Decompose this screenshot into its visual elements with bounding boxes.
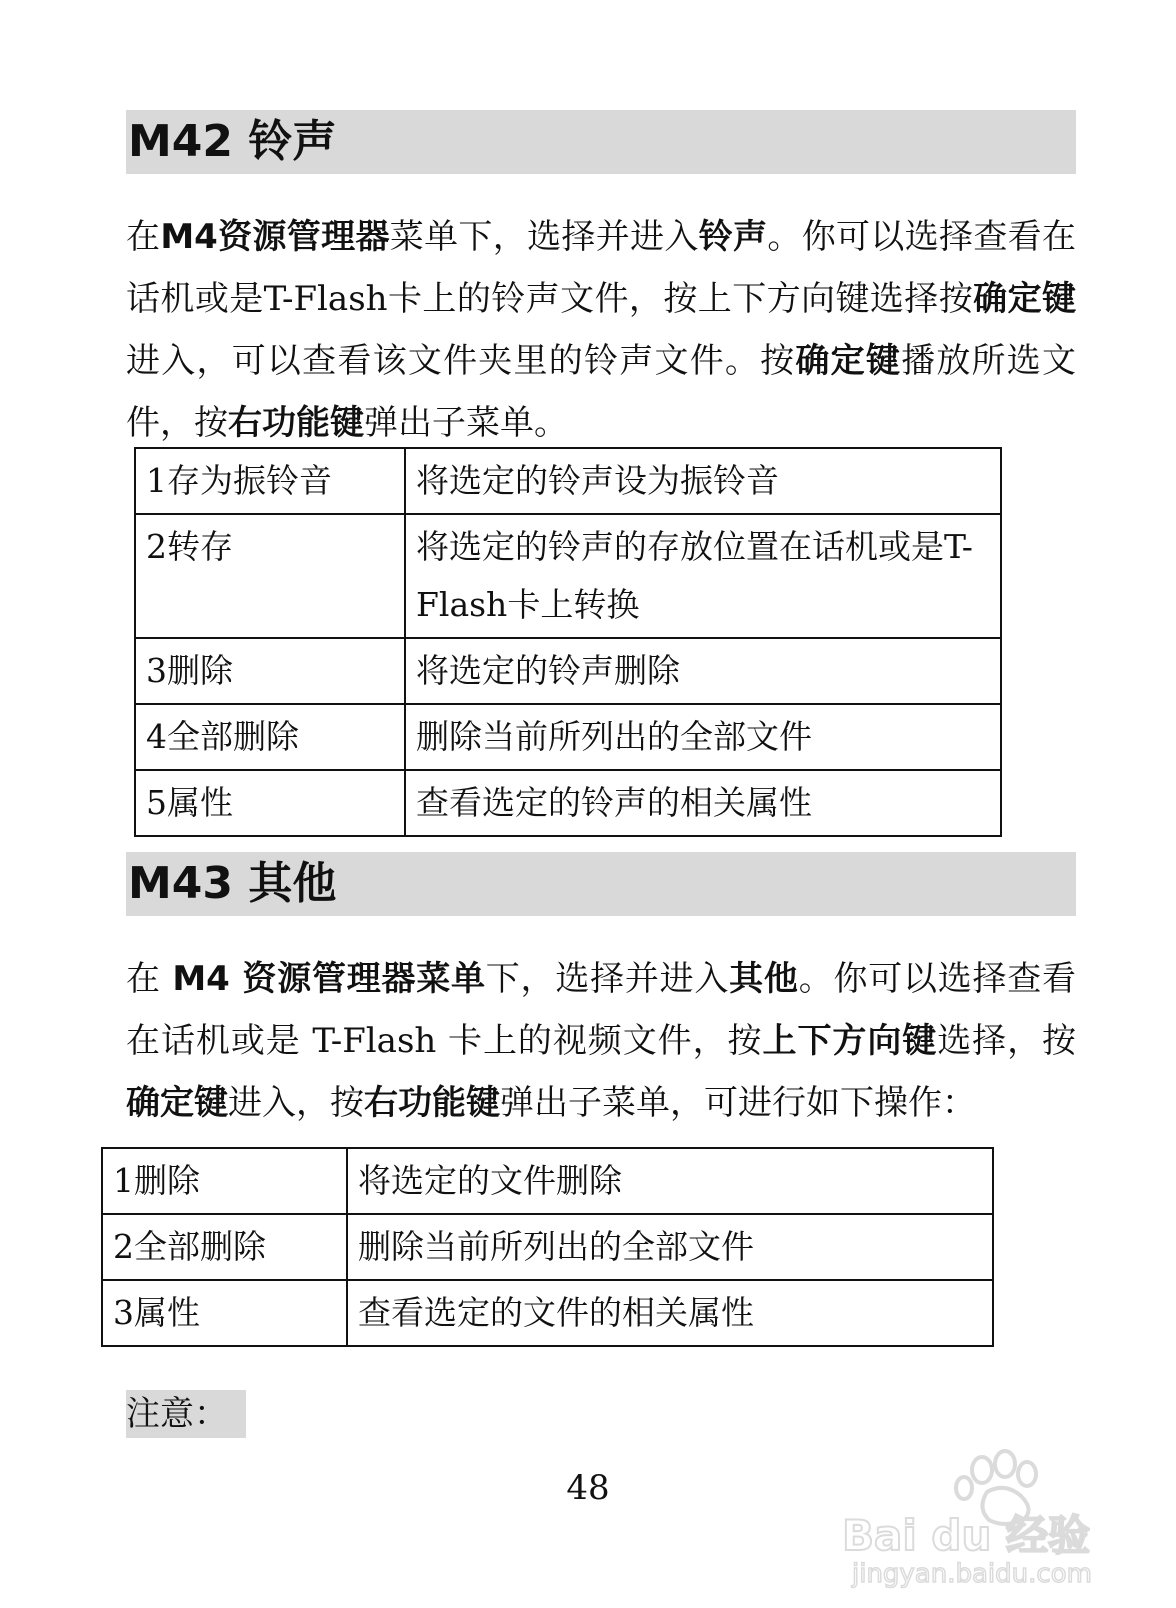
bold-term: 右功能键 — [228, 403, 364, 443]
text-run: 弹出子菜单。 — [364, 403, 568, 443]
option-name-cell: 2转存 — [135, 514, 405, 638]
m43-paragraph — [126, 948, 1076, 1134]
text-run: 。你可以选择查看在话机或是T-Flash卡上的铃声文件，按上下方向键选择按 — [126, 217, 1077, 319]
page-number: 48 — [566, 1468, 610, 1508]
bold-term: 确定键 — [126, 1083, 228, 1123]
option-name-cell: 2全部删除 — [102, 1214, 347, 1280]
option-description-cell: 将选定的文件删除 — [347, 1148, 993, 1214]
bold-term: 确定键 — [795, 341, 902, 381]
text-run: 播放所选文件，按 — [126, 341, 1077, 443]
text-run: 进入，按 — [228, 1083, 364, 1123]
table-row — [102, 1214, 993, 1280]
m42-options-table — [134, 447, 1002, 837]
option-name-cell: 3属性 — [102, 1280, 347, 1346]
bold-term: M4 资源管理器菜单 — [172, 959, 486, 999]
bold-term: 右功能键 — [364, 1083, 500, 1123]
bold-term: 其他 — [729, 959, 799, 999]
table-row — [135, 638, 1001, 704]
option-name-cell: 3删除 — [135, 638, 405, 704]
section-heading-m42: M42 铃声 — [126, 110, 1076, 174]
bold-term: 确定键 — [973, 279, 1076, 319]
option-description-cell: 将选定的铃声删除 — [405, 638, 1001, 704]
option-description-cell: 将选定的铃声的存放位置在话机或是T-Flash卡上转换 — [405, 514, 1001, 638]
text-run: 在 — [126, 217, 161, 257]
text-run: 菜单下，选择并进入 — [389, 217, 699, 257]
baidu-jingyan-watermark — [842, 1440, 1132, 1590]
table-row — [135, 770, 1001, 836]
option-description-cell: 查看选定的铃声的相关属性 — [405, 770, 1001, 836]
option-name-cell: 4全部删除 — [135, 704, 405, 770]
option-description-cell: 将选定的铃声设为振铃音 — [405, 448, 1001, 514]
option-description-cell: 删除当前所列出的全部文件 — [347, 1214, 993, 1280]
note-label: 注意： — [126, 1390, 246, 1438]
bold-term: 铃声 — [698, 217, 768, 257]
text-run: 选择，按 — [937, 1021, 1077, 1061]
table-row — [102, 1280, 993, 1346]
table-row — [135, 448, 1001, 514]
watermark-url-text: jingyan.baidu.com — [852, 1559, 1092, 1589]
table-row — [102, 1148, 993, 1214]
text-run: 在 — [126, 959, 173, 999]
table-row — [135, 704, 1001, 770]
m42-paragraph — [126, 206, 1076, 454]
text-run: 弹出子菜单，可进行如下操作： — [500, 1083, 976, 1123]
table-row — [135, 514, 1001, 638]
text-run: 进入，可以查看该文件夹里的铃声文件。按 — [126, 341, 796, 381]
watermark-brand-text: Bai du 经验 — [842, 1511, 1090, 1560]
m43-options-table — [101, 1147, 994, 1347]
text-run: 。你可以选择查看在话机或是 T-Flash 卡上的视频文件，按 — [126, 959, 1077, 1061]
bold-term: M4资源管理器 — [160, 217, 390, 257]
option-name-cell: 1删除 — [102, 1148, 347, 1214]
option-name-cell: 1存为振铃音 — [135, 448, 405, 514]
option-description-cell: 查看选定的文件的相关属性 — [347, 1280, 993, 1346]
option-name-cell: 5属性 — [135, 770, 405, 836]
option-description-cell: 删除当前所列出的全部文件 — [405, 704, 1001, 770]
bold-term: 上下方向键 — [762, 1021, 938, 1061]
section-heading-m43: M43 其他 — [126, 852, 1076, 916]
text-run: 下，选择并进入 — [485, 959, 730, 999]
